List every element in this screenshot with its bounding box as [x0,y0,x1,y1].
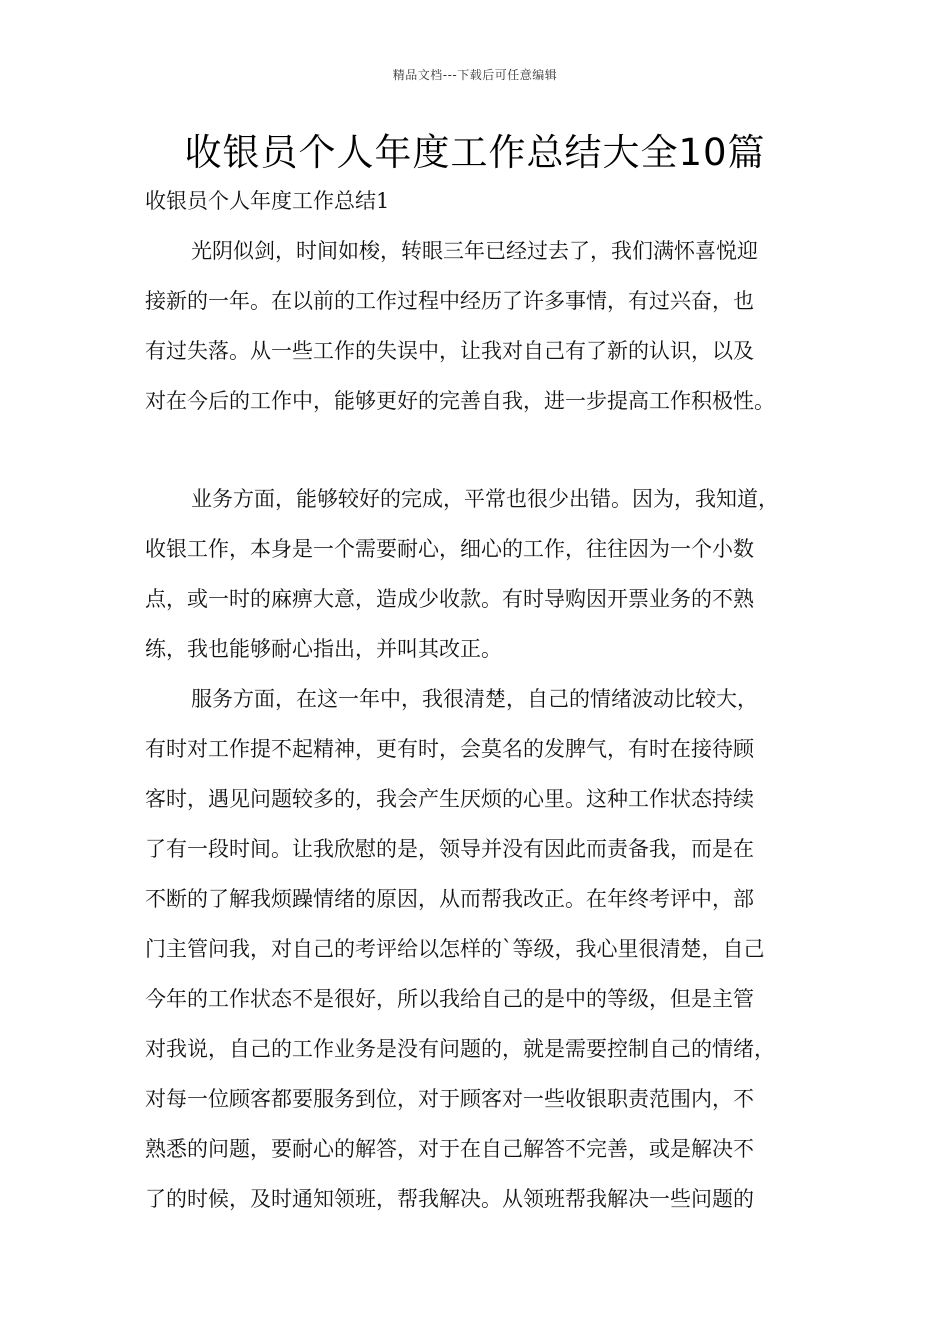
paragraph-line: 服务方面，在这一年中，我很清楚，自己的情绪波动比较大， [191,687,758,711]
paragraph-line: 收银工作，本身是一个需要耐心，细心的工作，往往因为一个小数 [145,537,754,561]
header-note: 精品文档---下载后可任意编辑 [392,68,558,82]
paragraph-line: 对我说，自己的工作业务是没有问题的，就是需要控制自己的情绪， [145,1037,775,1061]
paragraph-line: 练，我也能够耐心指出，并叫其改正。 [145,637,502,661]
paragraph-line: 点，或一时的麻痹大意，造成少收款。有时导购因开票业务的不熟 [145,587,754,611]
paragraph-line: 了有一段时间。让我欣慰的是，领导并没有因此而责备我，而是在 [145,837,754,861]
paragraph-line: 有时对工作提不起精神，更有时，会莫名的发脾气，有时在接待顾 [145,737,754,761]
paragraph-line: 今年的工作状态不是很好，所以我给自己的是中的等级，但是主管 [145,987,754,1011]
paragraph-line: 光阴似剑，时间如梭，转眼三年已经过去了，我们满怀喜悦迎 [191,239,758,263]
paragraph-line: 对每一位顾客都要服务到位，对于顾客对一些收银职责范围内，不 [145,1087,754,1111]
paragraph-2 [145,474,825,674]
paragraph-line: 门主管问我，对自己的考评给以怎样的`等级，我心里很清楚，自己 [145,937,765,961]
paragraph-3 [145,674,825,1224]
paragraph-line: 接新的一年。在以前的工作过程中经历了许多事情，有过兴奋，也 [145,289,754,313]
paragraph-line: 客时，遇见问题较多的，我会产生厌烦的心里。这种工作状态持续 [145,787,754,811]
document-title: 收银员个人年度工作总结大全10篇 [184,131,766,174]
section-heading: 收银员个人年度工作总结1 [145,189,390,213]
paragraph-line: 了的时候，及时通知领班，帮我解决。从领班帮我解决一些问题的 [145,1187,754,1211]
paragraph-line: 不断的了解我烦躁情绪的原因，从而帮我改正。在年终考评中，部 [145,887,754,911]
paragraph-line: 对在今后的工作中，能够更好的完善自我，进一步提高工作积极性。 [145,389,775,413]
paragraph-1 [145,226,825,426]
paragraph-line: 业务方面，能够较好的完成，平常也很少出错。因为，我知道， [191,487,779,511]
paragraph-line: 有过失落。从一些工作的失误中，让我对自己有了新的认识，以及 [145,339,754,363]
paragraph-line: 熟悉的问题，要耐心的解答，对于在自己解答不完善，或是解决不 [145,1137,754,1161]
